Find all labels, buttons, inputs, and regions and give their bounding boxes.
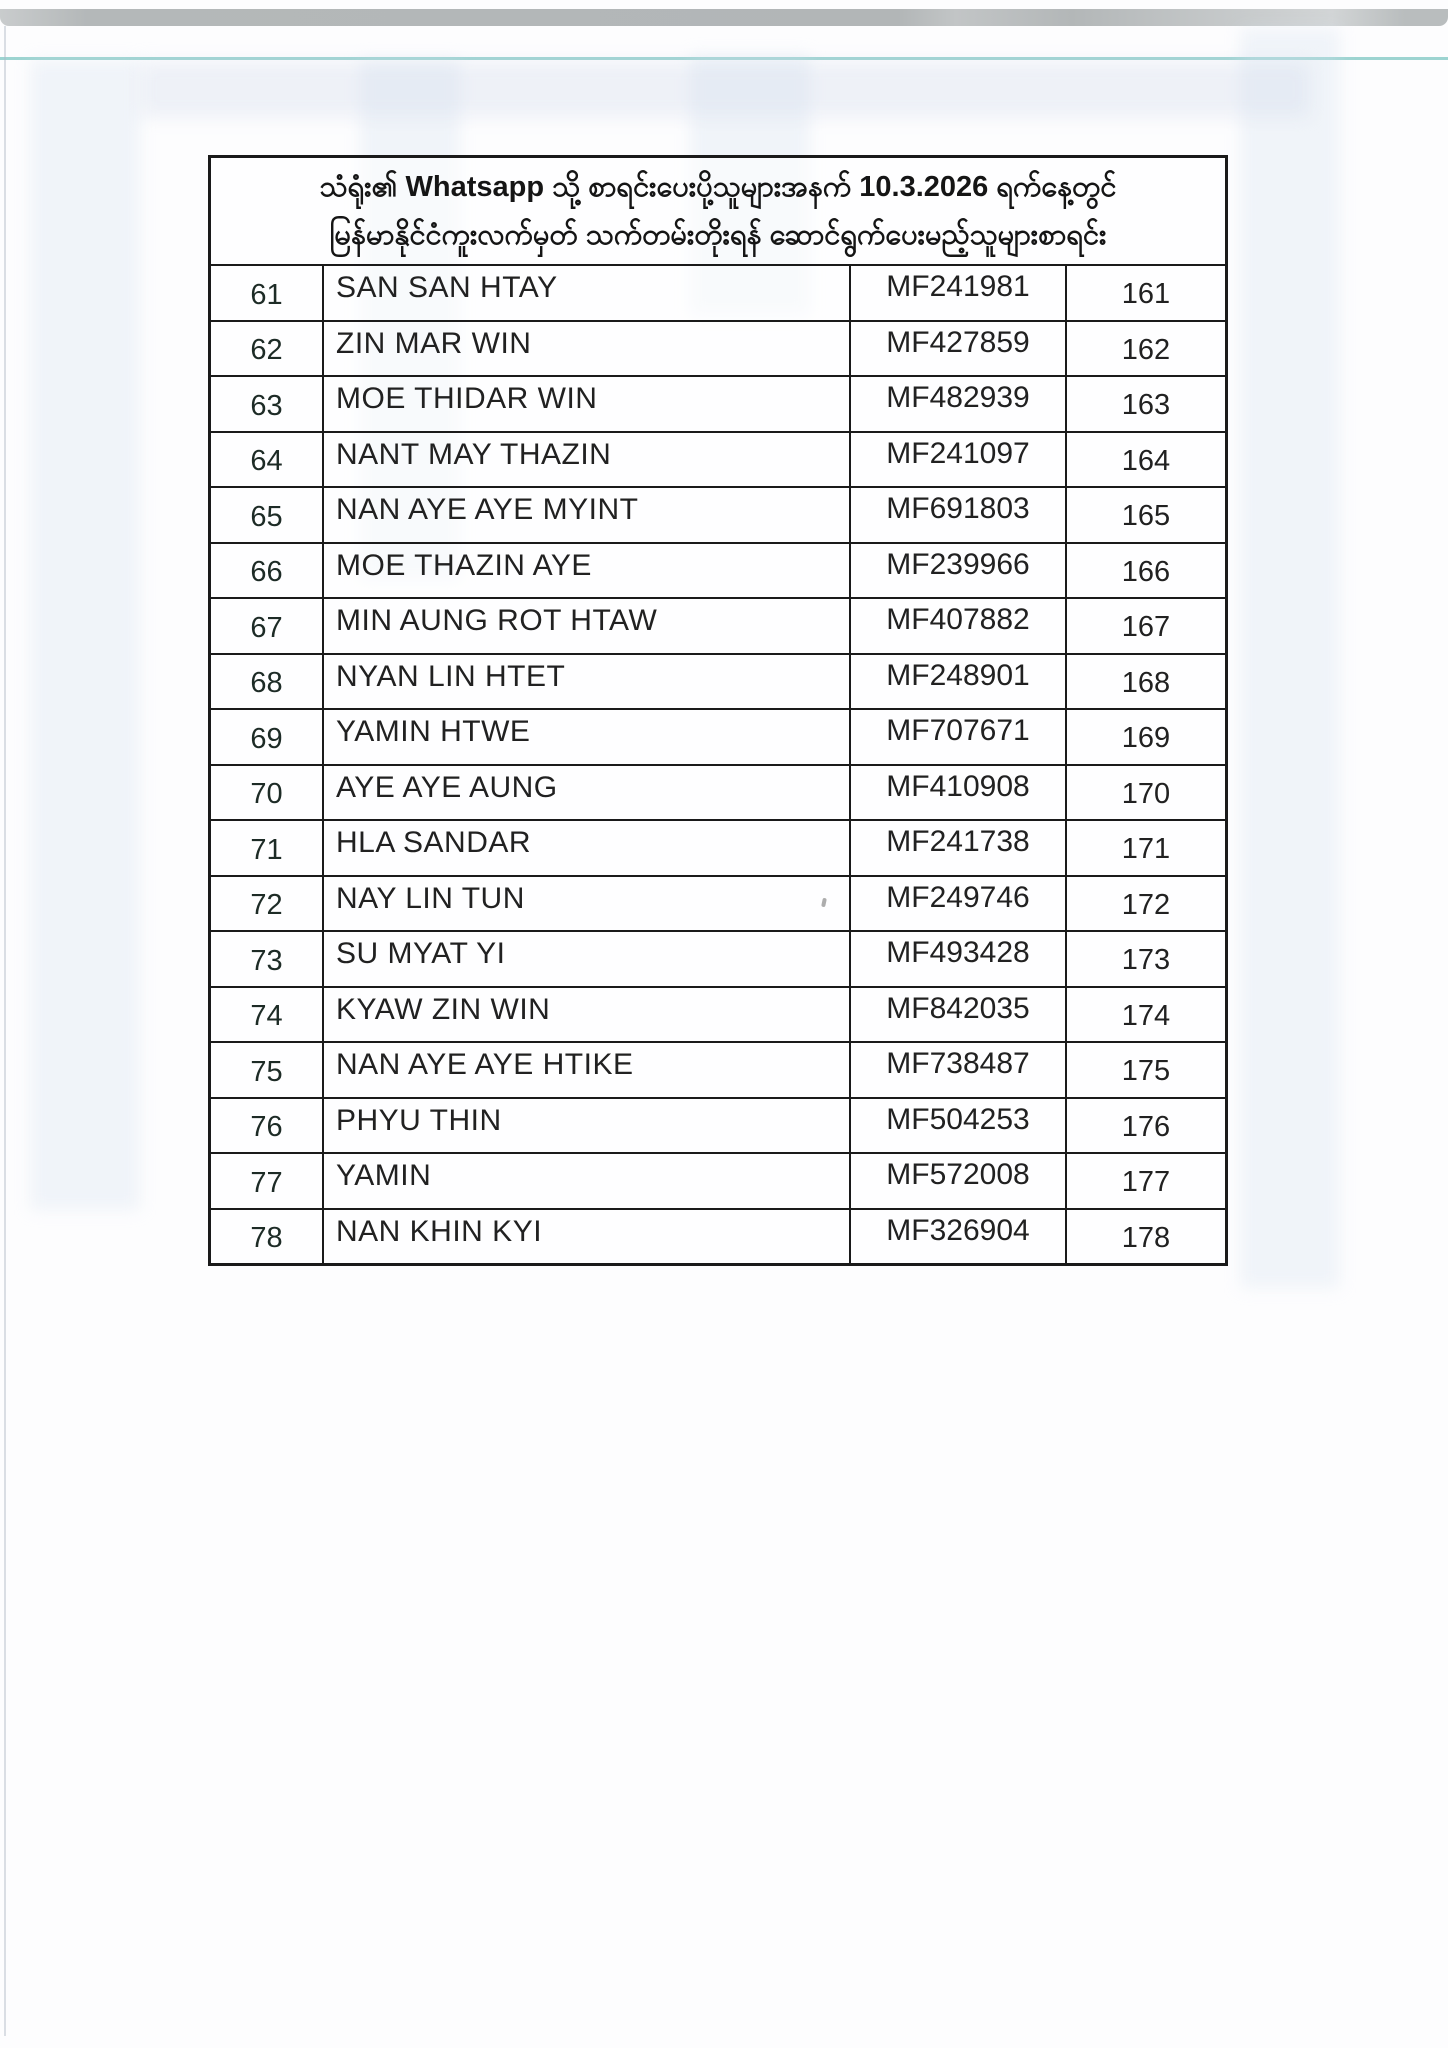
table-row — [211, 988, 1225, 1044]
scan-streak — [1240, 28, 1340, 1288]
row-number-cell: 72 — [211, 877, 324, 931]
passport-number-cell: MF241738 — [851, 821, 1067, 875]
row-number-cell: 75 — [211, 1043, 324, 1097]
table-row — [211, 488, 1225, 544]
table-row — [211, 599, 1225, 655]
passport-number-cell: MF326904 — [851, 1210, 1067, 1264]
passport-number-cell: MF572008 — [851, 1154, 1067, 1208]
serial-number-cell: 162 — [1121, 333, 1171, 366]
table-row — [211, 655, 1225, 711]
table-row — [211, 1099, 1225, 1155]
passport-number-cell: MF482939 — [851, 377, 1067, 431]
name-cell: NANT MAY THAZIN — [324, 433, 851, 487]
serial-number-cell: 176 — [1121, 1110, 1171, 1143]
row-number-cell: 67 — [211, 599, 324, 653]
name-cell: SU MYAT YI — [324, 932, 851, 986]
table-title — [211, 158, 1225, 266]
table-row — [211, 266, 1225, 322]
serial-number-cell: 172 — [1121, 888, 1171, 921]
passport-number-cell: MF241981 — [851, 266, 1067, 320]
table-row — [211, 710, 1225, 766]
serial-number-cell: 177 — [1121, 1166, 1171, 1199]
row-number-cell: 61 — [211, 266, 324, 320]
scan-ghost-text — [140, 62, 1310, 117]
name-cell: MOE THIDAR WIN — [324, 377, 851, 431]
page-fold-line — [4, 26, 6, 2036]
table-row — [211, 821, 1225, 877]
name-cell: SAN SAN HTAY — [324, 266, 851, 320]
serial-number-cell: 171 — [1121, 833, 1171, 866]
name-cell: NAN KHIN KYI — [324, 1210, 851, 1264]
name-cell: YAMIN HTWE — [324, 710, 851, 764]
serial-number-cell: 166 — [1121, 555, 1171, 588]
passport-number-cell: MF410908 — [851, 766, 1067, 820]
row-number-cell: 62 — [211, 322, 324, 376]
passport-number-cell: MF407882 — [851, 599, 1067, 653]
serial-number-cell: 170 — [1121, 777, 1171, 810]
row-number-cell: 65 — [211, 488, 324, 542]
passport-number-cell: MF239966 — [851, 544, 1067, 598]
name-cell: MIN AUNG ROT HTAW — [324, 599, 851, 653]
passport-number-cell: MF241097 — [851, 433, 1067, 487]
scan-edge-artifact — [0, 9, 1448, 26]
name-cell: YAMIN — [324, 1154, 851, 1208]
row-number-cell: 63 — [211, 377, 324, 431]
serial-number-cell: 178 — [1121, 1221, 1171, 1254]
row-number-cell: 64 — [211, 433, 324, 487]
row-number-cell: 77 — [211, 1154, 324, 1208]
passport-number-cell: MF738487 — [851, 1043, 1067, 1097]
name-cell: KYAW ZIN WIN — [324, 988, 851, 1042]
scan-streak — [30, 60, 140, 1210]
table-row — [211, 932, 1225, 988]
row-number-cell: 66 — [211, 544, 324, 598]
passport-number-cell: MF504253 — [851, 1099, 1067, 1153]
passport-number-cell: MF248901 — [851, 655, 1067, 709]
name-cell: NAN AYE AYE HTIKE — [324, 1043, 851, 1097]
row-number-cell: 78 — [211, 1210, 324, 1264]
name-cell: AYE AYE AUNG — [324, 766, 851, 820]
name-cell: HLA SANDAR — [324, 821, 851, 875]
passport-number-cell: MF493428 — [851, 932, 1067, 986]
passport-number-cell: MF249746 — [851, 877, 1067, 931]
passport-number-cell: MF707671 — [851, 710, 1067, 764]
table-row — [211, 322, 1225, 378]
passport-renewal-table — [208, 155, 1228, 1266]
row-number-cell: 76 — [211, 1099, 324, 1153]
table-row — [211, 1154, 1225, 1210]
row-number-cell: 68 — [211, 655, 324, 709]
row-number-cell: 69 — [211, 710, 324, 764]
name-cell: NAN AYE AYE MYINT — [324, 488, 851, 542]
name-cell: MOE THAZIN AYE — [324, 544, 851, 598]
name-cell: NYAN LIN HTET — [324, 655, 851, 709]
serial-number-cell: 174 — [1121, 999, 1171, 1032]
serial-number-cell: 175 — [1121, 1055, 1171, 1088]
name-cell: ZIN MAR WIN — [324, 322, 851, 376]
table-row — [211, 766, 1225, 822]
table-title-line1: သံရုံး၏ Whatsapp သို့ စာရင်းပေးပို့သူများအနက် 10.3.2026 ရက်နေ့တွင် — [319, 171, 1117, 203]
serial-number-cell: 164 — [1121, 444, 1171, 477]
table-row — [211, 1210, 1225, 1264]
serial-number-cell: 167 — [1121, 611, 1171, 644]
passport-number-cell: MF691803 — [851, 488, 1067, 542]
serial-number-cell: 169 — [1121, 722, 1171, 755]
table-row — [211, 377, 1225, 433]
serial-number-cell: 165 — [1121, 500, 1171, 533]
name-cell: NAY LIN TUN — [324, 877, 851, 931]
serial-number-cell: 161 — [1121, 278, 1171, 311]
table-title-line2: မြန်မာနိုင်ငံကူးလက်မှတ် သက်တမ်းတိုးရန် ဆောင်ရွက်ပေးမည့်သူများစာရင်း — [329, 219, 1107, 251]
row-number-cell: 74 — [211, 988, 324, 1042]
passport-number-cell: MF842035 — [851, 988, 1067, 1042]
serial-number-cell: 163 — [1121, 389, 1171, 422]
row-number-cell: 70 — [211, 766, 324, 820]
row-number-cell: 73 — [211, 932, 324, 986]
table-row — [211, 877, 1225, 933]
row-number-cell: 71 — [211, 821, 324, 875]
name-cell: PHYU THIN — [324, 1099, 851, 1153]
serial-number-cell: 168 — [1121, 666, 1171, 699]
serial-number-cell: 173 — [1121, 944, 1171, 977]
table-row — [211, 544, 1225, 600]
table-row — [211, 1043, 1225, 1099]
table-row — [211, 433, 1225, 489]
passport-number-cell: MF427859 — [851, 322, 1067, 376]
table-body — [211, 266, 1225, 1263]
